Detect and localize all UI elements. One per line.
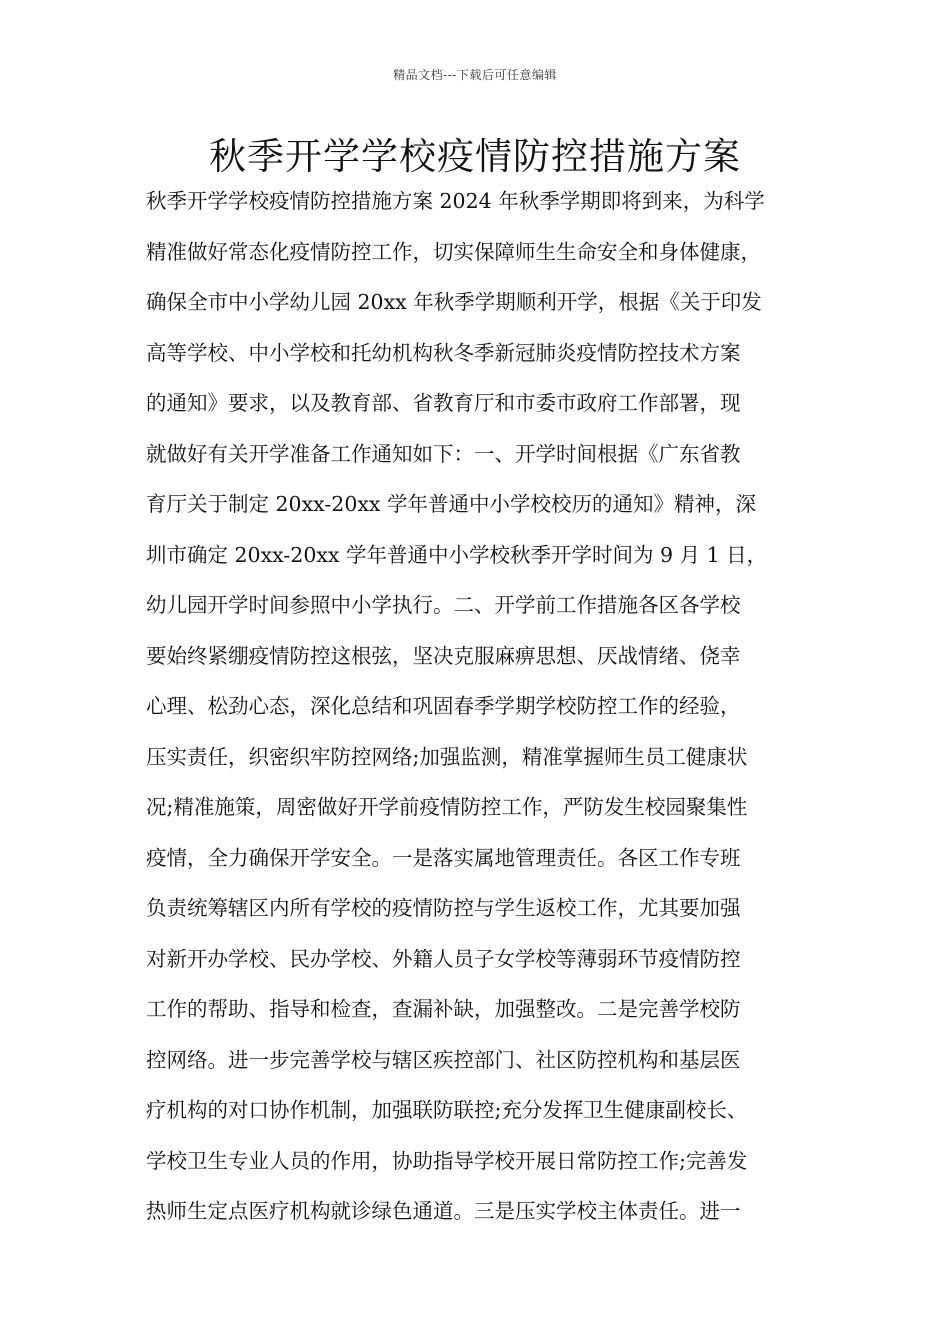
header-note: 精品文档---下载后可任意编辑 xyxy=(393,68,557,82)
body-line: 热师生定点医疗机构就诊绿色通道。三是压实学校主体责任。进一 xyxy=(146,1199,741,1223)
body-line: 学校卫生专业人员的作用，协助指导学校开展日常防控工作;完善发 xyxy=(146,1148,748,1173)
body-line: 秋季开学学校疫情防控措施方案 2024 年秋季学期即将到来，为科学 xyxy=(146,189,765,213)
body-line: 精准做好常态化疫情防控工作，切实保障师生生命安全和身体健康， xyxy=(146,239,761,264)
body-line: 育厅关于制定 20xx-20xx 学年普通中小学校校历的通知》精神，深 xyxy=(146,492,757,516)
body-line: 高等学校、中小学校和托幼机构秋冬季新冠肺炎疫情防控技术方案 xyxy=(146,340,741,365)
body-line: 圳市确定 20xx-20xx 学年普通中小学校秋季开学时间为 9 月 1 日， xyxy=(146,542,768,567)
body-line: 对新开办学校、民办学校、外籍人员子女学校等薄弱环节疫情防控 xyxy=(146,946,741,971)
body-line: 就做好有关开学准备工作通知如下：一、开学时间根据《广东省教 xyxy=(146,441,741,466)
body-line: 确保全市中小学幼儿园 20xx 年秋季学期顺利开学，根据《关于印发 xyxy=(146,290,762,314)
body-line: 压实责任，织密织牢防控网络;加强监测，精准掌握师生员工健康状 xyxy=(146,744,748,769)
body-line: 控网络。进一步完善学校与辖区疾控部门、社区防控机构和基层医 xyxy=(146,1047,741,1072)
body-line: 的通知》要求，以及教育部、省教育厅和市委市政府工作部署，现 xyxy=(146,391,741,415)
body-line: 心理、松劲心态，深化总结和巩固春季学期学校防控工作的经验， xyxy=(146,694,741,718)
body-line: 疫情，全力确保开学安全。一是落实属地管理责任。各区工作专班 xyxy=(146,845,741,870)
body-line: 疗机构的对口协作机制，加强联防联控;充分发挥卫生健康副校长、 xyxy=(146,1098,748,1122)
body-line: 幼儿园开学时间参照中小学执行。二、开学前工作措施各区各学校 xyxy=(146,593,741,617)
body-line: 况;精准施策，周密做好开学前疫情防控工作，严防发生校园聚集性 xyxy=(146,795,748,819)
body-line: 负责统筹辖区内所有学校的疫情防控与学生返校工作，尤其要加强 xyxy=(146,896,741,920)
body-line: 工作的帮助、指导和检查，查漏补缺，加强整改。二是完善学校防 xyxy=(146,997,741,1021)
document-title: 秋季开学学校疫情防控措施方案 xyxy=(209,135,741,178)
body-text xyxy=(146,181,826,1242)
body-line: 要始终紧绷疫情防控这根弦，坚决克服麻痹思想、厌战情绪、侥幸 xyxy=(146,643,741,668)
